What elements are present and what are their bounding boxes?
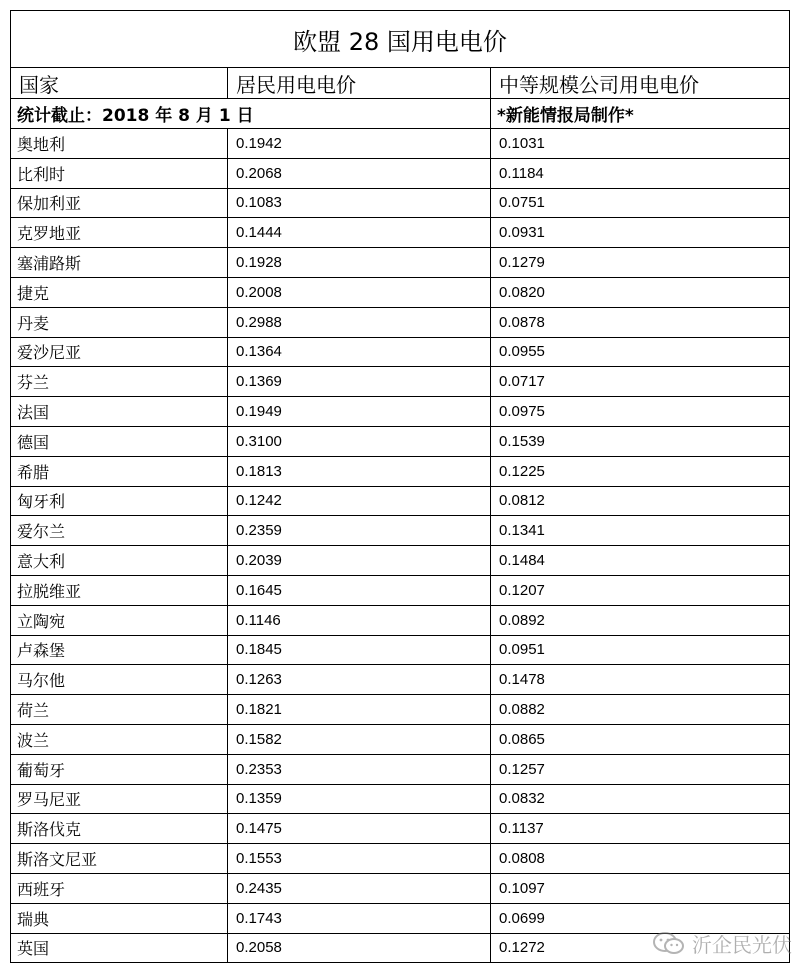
residential-price-cell: 0.1949 (228, 397, 491, 426)
residential-price-cell: 0.2039 (228, 546, 491, 575)
table-row (11, 755, 789, 785)
residential-price-cell: 0.2068 (228, 159, 491, 188)
table-row (11, 278, 789, 308)
residential-price-cell: 0.1743 (228, 904, 491, 933)
country-cell: 爱尔兰 (11, 516, 228, 545)
residential-price-cell: 0.1813 (228, 457, 491, 486)
residential-price-cell: 0.1645 (228, 576, 491, 605)
country-cell: 爱沙尼亚 (11, 338, 228, 367)
business-price-cell: 0.0832 (499, 790, 545, 808)
business-price-cell: 0.0882 (499, 701, 545, 719)
business-price-cell: 0.1031 (499, 134, 545, 152)
residential-price-cell: 0.2353 (228, 755, 491, 784)
country-cell: 西班牙 (11, 874, 228, 903)
business-price-cell: 0.1225 (499, 462, 545, 480)
country-cell: 丹麦 (11, 308, 228, 337)
business-price-cell: 0.1478 (499, 671, 545, 689)
residential-price-cell: 0.1845 (228, 636, 491, 665)
watermark-text: 沂企民光伏 (692, 933, 792, 957)
table-body (11, 129, 789, 962)
residential-price-cell: 0.1928 (228, 248, 491, 277)
table-row (11, 725, 789, 755)
table-row (11, 814, 789, 844)
residential-price-cell: 0.1364 (228, 338, 491, 367)
watermark (652, 929, 792, 958)
residential-price-cell: 0.1475 (228, 814, 491, 843)
residential-price-cell: 0.3100 (228, 427, 491, 456)
business-price-cell: 0.1539 (499, 432, 545, 450)
business-price-cell: 0.0975 (499, 403, 545, 421)
table-row (11, 695, 789, 725)
table-title: 欧盟 28 国用电电价 (11, 11, 789, 68)
country-cell: 克罗地亚 (11, 218, 228, 247)
table-row (11, 785, 789, 815)
business-price-cell: 0.0699 (499, 909, 545, 927)
table-row (11, 308, 789, 338)
country-cell: 马尔他 (11, 665, 228, 694)
business-price-cell: 0.0812 (499, 492, 545, 510)
country-cell: 塞浦路斯 (11, 248, 228, 277)
table-row (11, 844, 789, 874)
business-price-cell: 0.0820 (499, 283, 545, 301)
price-table (10, 10, 790, 963)
country-cell: 希腊 (11, 457, 228, 486)
business-price-cell: 0.1484 (499, 552, 545, 570)
residential-price-cell: 0.1942 (228, 129, 491, 158)
residential-price-cell: 0.2988 (228, 308, 491, 337)
business-price-cell: 0.1097 (499, 879, 545, 897)
business-price-cell: 0.1137 (499, 820, 544, 838)
country-cell: 匈牙利 (11, 487, 228, 516)
business-price-cell: 0.0951 (499, 641, 545, 659)
table-row (11, 874, 789, 904)
residential-price-cell: 0.2359 (228, 516, 491, 545)
country-cell: 法国 (11, 397, 228, 426)
table-row (11, 159, 789, 189)
header-business-price: 中等规模公司用电电价 (499, 72, 699, 97)
business-price-cell: 0.1272 (499, 939, 545, 957)
table-row (11, 397, 789, 427)
country-cell: 罗马尼亚 (11, 785, 228, 814)
table-row (11, 218, 789, 248)
business-price-cell: 0.1341 (499, 522, 545, 540)
business-price-cell: 0.0955 (499, 343, 545, 361)
country-cell: 英国 (11, 934, 228, 963)
table-row (11, 516, 789, 546)
residential-price-cell: 0.2058 (228, 934, 491, 963)
country-cell: 斯洛伐克 (11, 814, 228, 843)
country-cell: 卢森堡 (11, 636, 228, 665)
residential-price-cell: 0.1263 (228, 665, 491, 694)
business-price-cell: 0.0808 (499, 850, 545, 868)
residential-price-cell: 0.1444 (228, 218, 491, 247)
table-row (11, 457, 789, 487)
table-row (11, 576, 789, 606)
table-row (11, 606, 789, 636)
table-row (11, 338, 789, 368)
business-price-cell: 0.1257 (499, 760, 545, 778)
residential-price-cell: 0.2435 (228, 874, 491, 903)
business-price-cell: 0.0878 (499, 313, 545, 331)
residential-price-cell: 0.1083 (228, 189, 491, 218)
country-cell: 芬兰 (11, 367, 228, 396)
country-cell: 拉脱维亚 (11, 576, 228, 605)
country-cell: 德国 (11, 427, 228, 456)
table-row (11, 665, 789, 695)
residential-price-cell: 0.1582 (228, 725, 491, 754)
business-price-cell: 0.0892 (499, 611, 545, 629)
table-row (11, 427, 789, 457)
business-price-cell: 0.0751 (499, 194, 545, 212)
business-price-cell: 0.1207 (499, 581, 545, 599)
table-row (11, 487, 789, 517)
country-cell: 捷克 (11, 278, 228, 307)
residential-price-cell: 0.1242 (228, 487, 491, 516)
table-row (11, 546, 789, 576)
business-price-cell: 0.0865 (499, 730, 545, 748)
country-cell: 斯洛文尼亚 (11, 844, 228, 873)
country-cell: 意大利 (11, 546, 228, 575)
country-cell: 立陶宛 (11, 606, 228, 635)
business-price-cell: 0.1279 (499, 254, 545, 272)
credit-note: *新能情报局制作* (497, 106, 634, 126)
date-note: 统计截止：2018 年 8 月 1 日 (11, 99, 491, 128)
table-row (11, 248, 789, 278)
country-cell: 瑞典 (11, 904, 228, 933)
residential-price-cell: 0.1146 (228, 606, 491, 635)
country-cell: 葡萄牙 (11, 755, 228, 784)
table-row (11, 367, 789, 397)
residential-price-cell: 0.1553 (228, 844, 491, 873)
country-cell: 比利时 (11, 159, 228, 188)
header-residential-price: 居民用电电价 (228, 68, 491, 98)
wechat-icon (652, 931, 686, 957)
residential-price-cell: 0.2008 (228, 278, 491, 307)
country-cell: 奥地利 (11, 129, 228, 158)
header-country: 国家 (11, 68, 228, 98)
table-row (11, 129, 789, 159)
table-meta-row (11, 99, 789, 129)
business-price-cell: 0.0931 (499, 224, 545, 242)
table-row (11, 189, 789, 219)
country-cell: 保加利亚 (11, 189, 228, 218)
country-cell: 荷兰 (11, 695, 228, 724)
residential-price-cell: 0.1821 (228, 695, 491, 724)
business-price-cell: 0.0717 (499, 373, 545, 391)
table-row (11, 636, 789, 666)
business-price-cell: 0.1184 (499, 164, 544, 182)
table-header-row (11, 68, 789, 99)
residential-price-cell: 0.1369 (228, 367, 491, 396)
residential-price-cell: 0.1359 (228, 785, 491, 814)
country-cell: 波兰 (11, 725, 228, 754)
